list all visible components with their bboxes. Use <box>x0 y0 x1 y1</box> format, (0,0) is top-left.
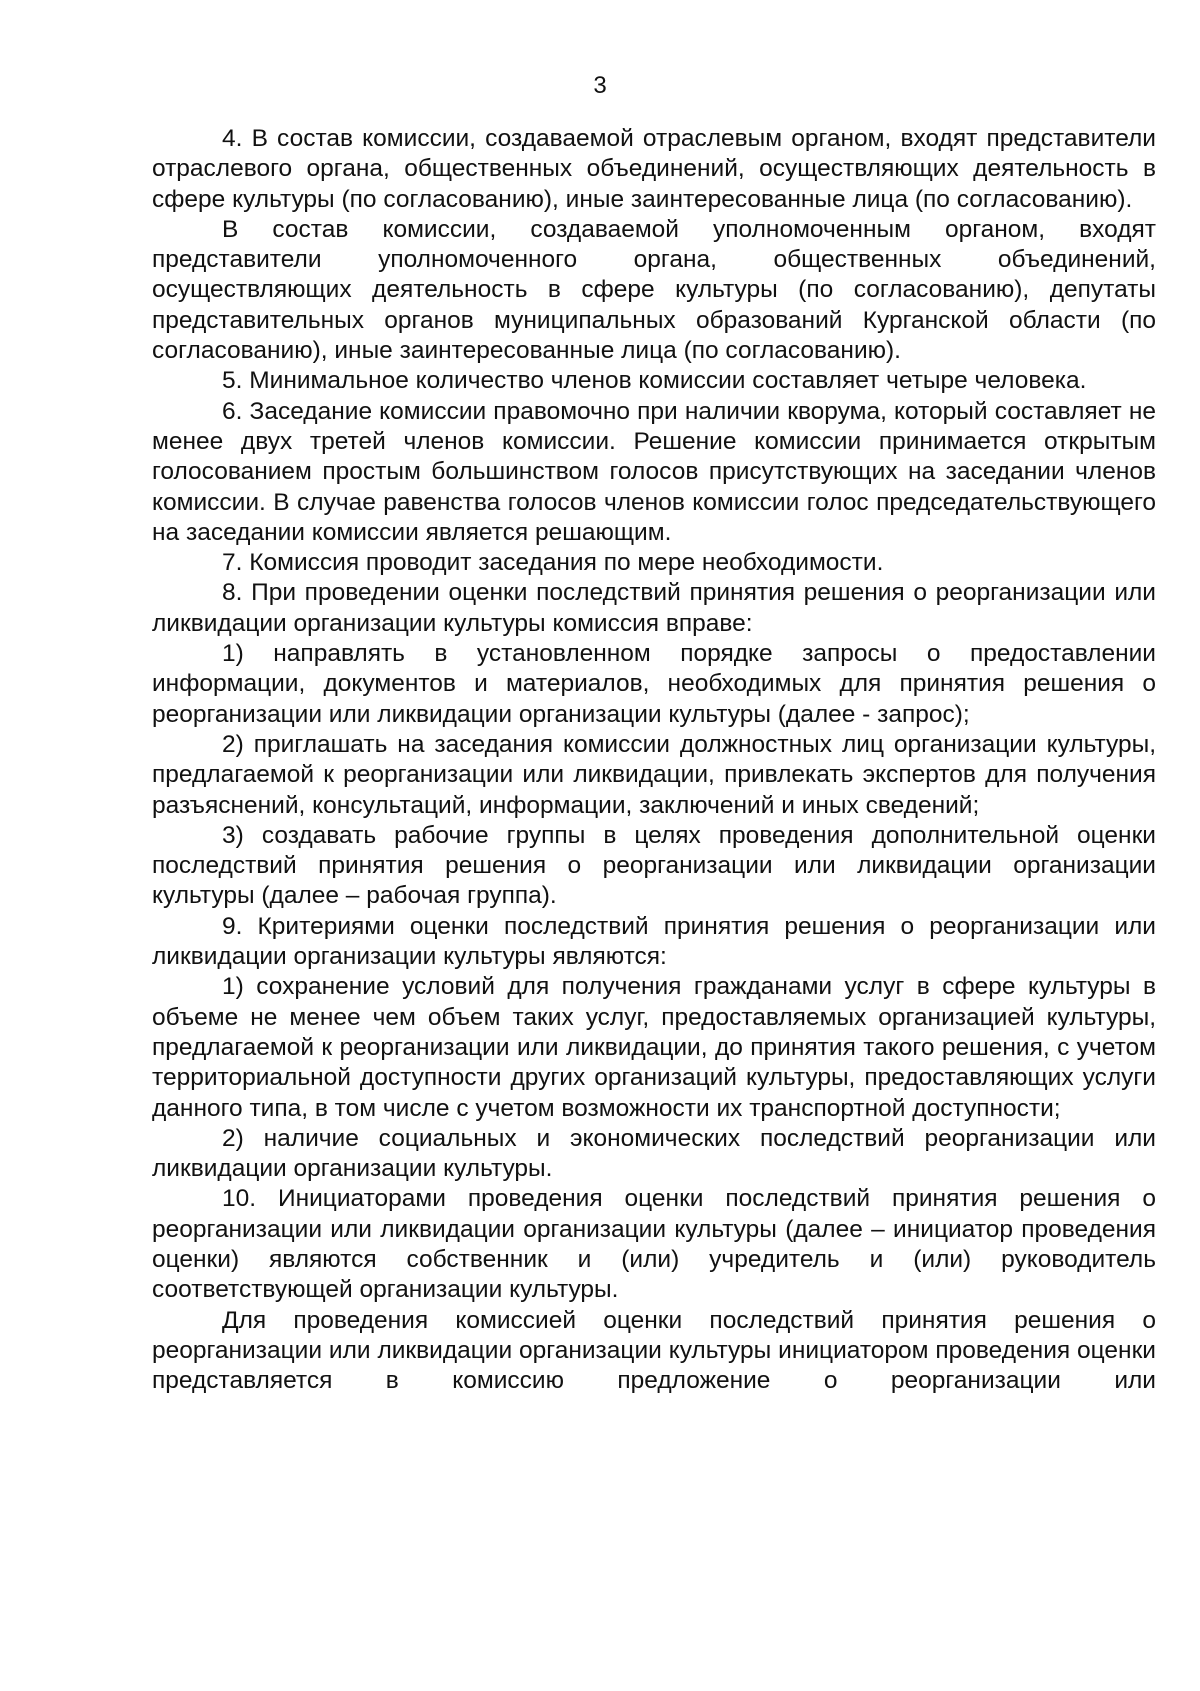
paragraph-item-5: 5. Минимальное количество членов комиссии составляет четыре человека. <box>222 367 1087 395</box>
paragraph-item-7: 7. Комиссия проводит заседания по мере необходимости. <box>222 549 884 577</box>
paragraph-item-8-sub-3: 3) создавать рабочие группы в целях проведения дополнительной оценки последствий принятия решения о реорганизации или ликвидации организации культуры (далее – рабочая группа). <box>152 821 1156 910</box>
paragraph-item-8-sub-2: 2) приглашать на заседания комиссии должностных лиц организации культуры, предлагаемой к реорганизации или ликвидации, привлекать экспертов для получения разъяснений, консультаций, информации, заключений и иных сведений; <box>152 730 1156 819</box>
paragraph-item-10: 10. Инициаторами проведения оценки последствий принятия решения о реорганизации или ликвидации организации культуры (далее – инициатор проведения оценки) являются собственник и (или) учредитель и (или) руководитель соответствующей организации культуры. <box>152 1185 1156 1304</box>
paragraph-item-9-sub-2: 2) наличие социальных и экономических последствий реорганизации или ликвидации организации культуры. <box>152 1124 1156 1183</box>
paragraph-proposal-submission: Для проведения комиссией оценки последствий принятия решения о реорганизации или ликвидации организации культуры инициатором проведения оценки представляется в комиссию предложение о реорганизации или <box>152 1306 1156 1395</box>
page-number: 3 <box>593 72 607 99</box>
document-body <box>152 124 1156 1396</box>
paragraph-item-4: 4. В состав комиссии, создаваемой отраслевым органом, входят представители отраслевого органа, общественных объединений, осуществляющих деятельность в сфере культуры (по согласованию), иные заинтересованные лица (по согласованию). <box>152 125 1156 213</box>
paragraph-item-9: 9. Критериями оценки последствий принятия решения о реорганизации или ликвидации организации культуры являются: <box>152 912 1156 971</box>
paragraph-item-8: 8. При проведении оценки последствий принятия решения о реорганизации или ликвидации организации культуры комиссия вправе: <box>152 579 1156 637</box>
paragraph-item-6: 6. Заседание комиссии правомочно при наличии кворума, который составляет не менее двух третей членов комиссии. Решение комиссии принимается открытым голосованием простым большинством голосов присутствующих на заседании членов комиссии. В случае равенства голосов членов комиссии голос председательствующего на заседании комиссии является решающим. <box>152 397 1156 546</box>
paragraph-item-9-sub-1: 1) сохранение условий для получения гражданами услуг в сфере культуры в объеме не менее чем объем таких услуг, предоставляемых организацией культуры, предлагаемой к реорганизации или ликвидации, до принятия такого решения, с учетом территориальной доступности других организаций культуры, предоставляющих услуги данного типа, в том числе с учетом возможности их транспортной доступности; <box>152 973 1156 1122</box>
paragraph-item-8-sub-1: 1) направлять в установленном порядке запросы о предоставлении информации, документов и материалов, необходимых для принятия решения о реорганизации или ликвидации организации культуры (далее - запрос); <box>152 640 1156 728</box>
paragraph-commission-composition: В состав комиссии, создаваемой уполномоченным органом, входят представители уполномоченного органа, общественных объединений, осуществляющих деятельность в сфере культуры (по согласованию), депутаты представительных органов муниципальных образований Курганской области (по согласованию), иные заинтересованные лица (по согласованию). <box>152 215 1156 365</box>
